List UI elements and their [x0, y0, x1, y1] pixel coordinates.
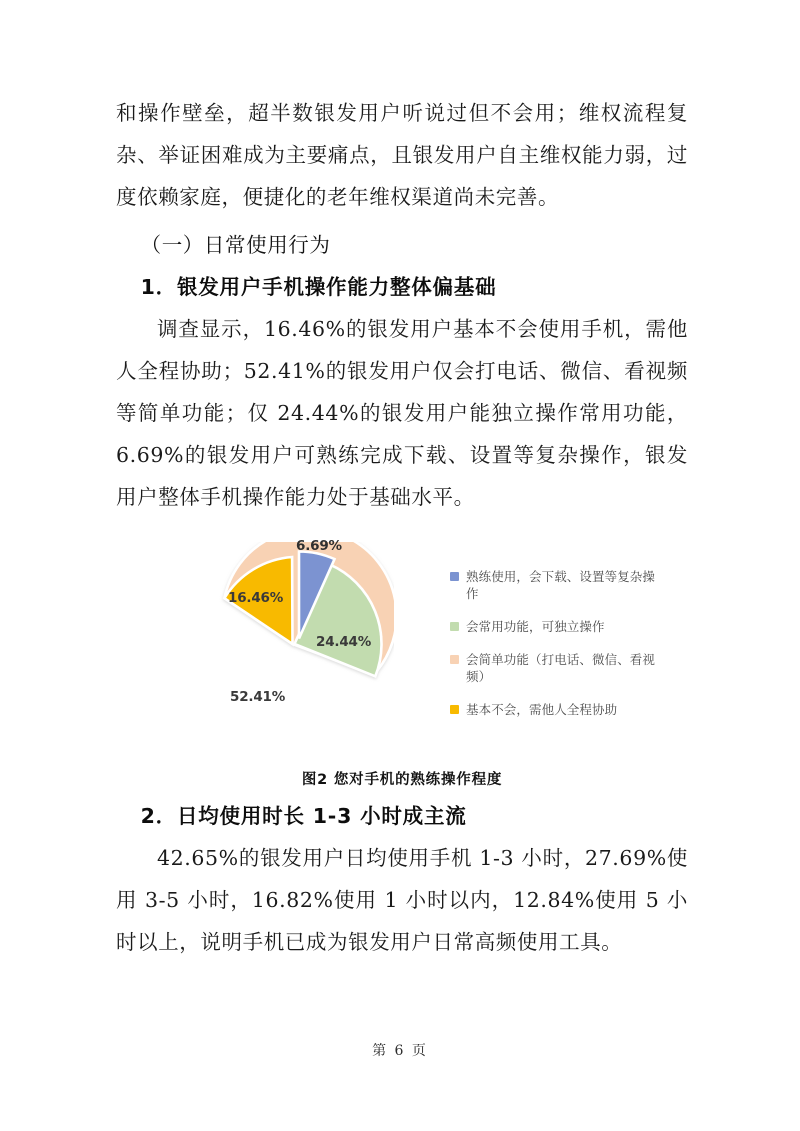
subsection-1-paragraph: 调查显示，16.46%的银发用户基本不会使用手机，需他人全程协助；52.41%的银发用户仅会打电话、微信、看视频等简单功能；仅 24.44%的银发用户能独立操作常用功能，6.69%的银发用户可熟练完成下载、设置等复杂操作，银发用户整体手机操作能力处于基础水平。: [116, 317, 688, 509]
figure-pie-chart: [116, 532, 688, 764]
subsection-2-paragraph: 42.65%的银发用户日均使用手机 1-3 小时，27.69%使用 3-5 小时，16.82%使用 1 小时以内，12.84%使用 5 小时以上，说明手机已成为银发用户日常高频使用工具。: [116, 846, 688, 954]
legend-item-common-functions: [450, 618, 658, 635]
legend-item-simple-functions: [450, 651, 658, 685]
subsection-2-heading: 2．日均使用时长 1-3 小时成主流: [140, 804, 467, 828]
pie-label-cannot-use: 16.46%: [228, 590, 284, 606]
chart-legend: [450, 568, 658, 718]
paragraph-continued: 和操作壁垒，超半数银发用户听说过但不会用；维权流程复杂、举证困难成为主要痛点，且银发用户自主维权能力弱，过度依赖家庭，便捷化的老年维权渠道尚未完善。: [116, 101, 688, 209]
legend-label-cannot-use: 基本不会，需他人全程协助: [466, 702, 618, 717]
legend-swatch-icon-cannot-use: [450, 705, 459, 714]
legend-item-proficient: [450, 568, 658, 602]
legend-swatch-icon-simple-functions: [450, 655, 459, 664]
legend-swatch-icon-proficient: [450, 572, 459, 581]
page-footer: 第 6 页: [372, 1043, 428, 1059]
legend-label-common-functions: 会常用功能，可独立操作: [466, 619, 605, 634]
legend-item-cannot-use: [450, 701, 658, 718]
legend-label-proficient: 熟练使用，会下载、设置等复杂操作: [466, 569, 656, 601]
figure-caption: 图2 您对手机的熟练操作程度: [301, 772, 503, 788]
legend-swatch-icon-common-functions: [450, 622, 459, 631]
pie-chart: [194, 538, 394, 742]
legend-label-simple-functions: 会简单功能（打电话、微信、看视频）: [466, 652, 656, 684]
pie-label-simple-functions: 52.41%: [230, 689, 286, 705]
page-content: [116, 92, 688, 963]
pie-label-proficient: 6.69%: [296, 538, 342, 554]
subsection-1-heading: 1．银发用户手机操作能力整体偏基础: [140, 275, 497, 299]
pie-label-common-functions: 24.44%: [316, 634, 372, 650]
section-heading: （一）日常使用行为: [140, 233, 331, 257]
